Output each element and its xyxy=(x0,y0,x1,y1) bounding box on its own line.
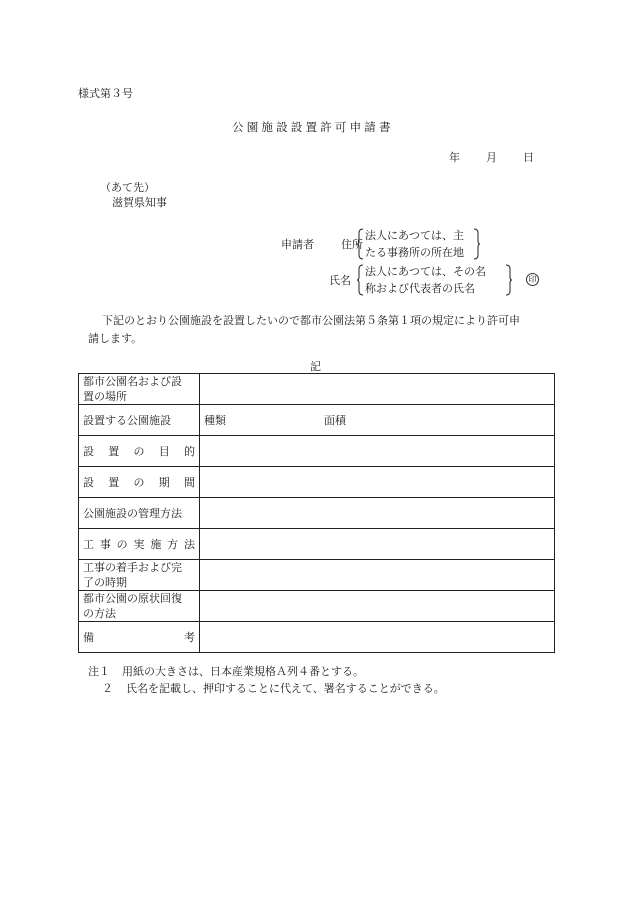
remarks-label: 備 考 xyxy=(79,622,200,653)
recipient: 滋賀県知事 xyxy=(112,196,167,209)
restoration-method-label-line2: の方法 xyxy=(83,607,116,620)
remarks-field[interactable] xyxy=(200,622,555,653)
document-title: 公園施設設置許可申請書 xyxy=(232,120,394,134)
purpose-field[interactable] xyxy=(200,436,555,467)
management-method-label: 公園施設の管理方法 xyxy=(79,498,200,529)
date-line xyxy=(449,149,534,165)
construction-method-field[interactable] xyxy=(200,529,555,560)
construction-method-label: 工 事 の 実 施 方 法 xyxy=(79,529,200,560)
restoration-method-field[interactable] xyxy=(200,591,555,622)
address-note xyxy=(357,227,480,261)
name-label: 氏名 xyxy=(329,274,351,287)
period-field[interactable] xyxy=(200,467,555,498)
construction-period-label-line2: 了の時期 xyxy=(83,576,127,589)
facility-type-label: 種類 xyxy=(204,413,226,427)
form-number: 様式第３号 xyxy=(78,87,133,100)
date-year: 年 xyxy=(449,151,460,164)
application-table xyxy=(78,373,555,653)
footnote-1-number: 注１ xyxy=(88,665,110,678)
construction-period-field[interactable] xyxy=(200,560,555,591)
body-text xyxy=(78,312,558,348)
seal-mark: 印 xyxy=(526,273,539,286)
table-row xyxy=(79,467,555,498)
table-row xyxy=(79,436,555,467)
purpose-label: 設 置 の 目 的 xyxy=(79,436,200,467)
park-location-field[interactable] xyxy=(200,374,555,405)
name-note xyxy=(357,263,512,297)
footnote-1 xyxy=(88,663,364,679)
restoration-method-label-line1: 都市公園の原状回復 xyxy=(83,592,182,605)
date-day: 日 xyxy=(523,151,534,164)
body-line1: 下記のとおり公園施設を設置したいので都市公園法第５条第１項の規定により許可申 xyxy=(102,314,520,327)
body-line2: 請します。 xyxy=(88,332,143,345)
facility-label: 設置する公園施設 xyxy=(79,405,200,436)
footnote-2-number: ２ xyxy=(102,682,113,695)
address-label: 住所 xyxy=(341,238,363,251)
park-location-label-line2: 置の場所 xyxy=(83,390,127,403)
table-row xyxy=(79,591,555,622)
applicant-label: 申請者 xyxy=(281,238,314,251)
period-label: 設 置 の 期 間 xyxy=(79,467,200,498)
table-row xyxy=(79,405,555,436)
address-note-line1: 法人にあつては、主 xyxy=(365,229,464,242)
name-note-line1: 法人にあつては、その名 xyxy=(365,265,486,278)
addressee-label: （あて先） xyxy=(100,181,155,194)
facility-field[interactable] xyxy=(200,405,555,436)
park-location-label-line1: 都市公園名および設 xyxy=(83,375,182,388)
park-location-label xyxy=(79,374,200,405)
name-note-line2: 称および代表者の氏名 xyxy=(365,282,475,295)
table-row xyxy=(79,622,555,653)
footnote-2 xyxy=(102,680,445,696)
facility-area-label: 面積 xyxy=(324,413,346,427)
construction-period-label xyxy=(79,560,200,591)
address-note-line2: たる事務所の所在地 xyxy=(365,246,464,259)
footnote-2-text: 氏名を記載し、押印することに代えて、署名することができる。 xyxy=(126,682,445,695)
table-row xyxy=(79,374,555,405)
ki-heading: 記 xyxy=(310,360,321,373)
construction-period-label-line1: 工事の着手および完 xyxy=(83,561,182,574)
table-row xyxy=(79,560,555,591)
table-row xyxy=(79,529,555,560)
management-method-field[interactable] xyxy=(200,498,555,529)
date-month: 月 xyxy=(486,151,497,164)
restoration-method-label xyxy=(79,591,200,622)
footnote-1-text: 用紙の大きさは、日本産業規格Ａ列４番とする。 xyxy=(122,665,364,678)
table-row xyxy=(79,498,555,529)
